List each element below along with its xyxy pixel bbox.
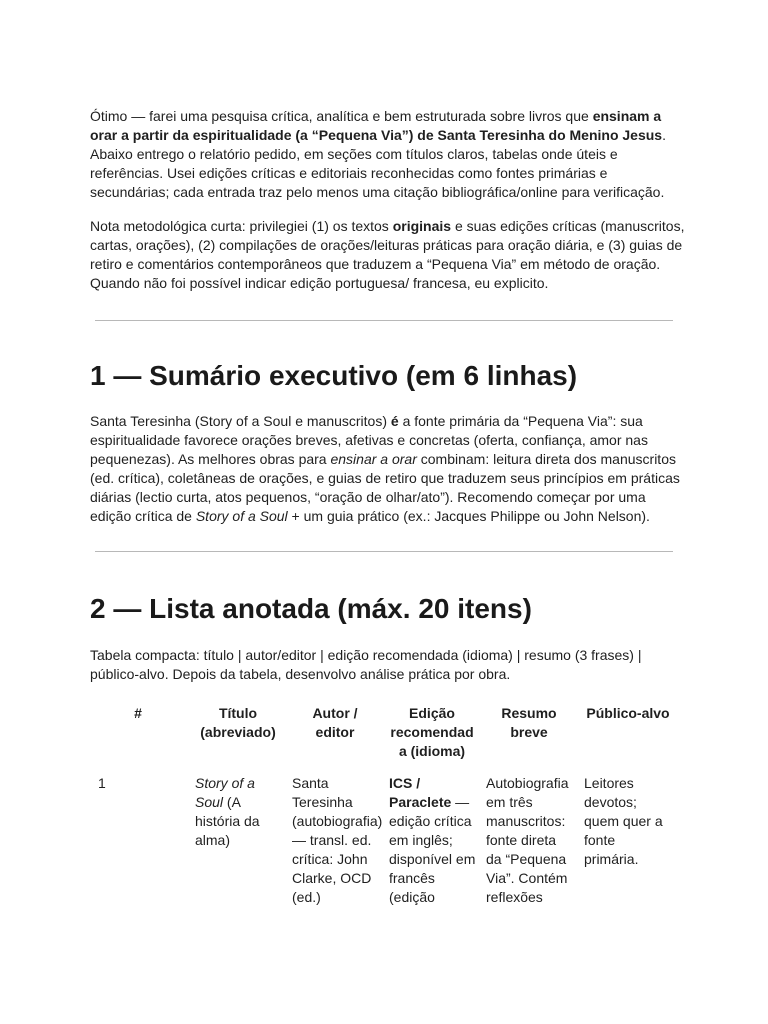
intro-paragraph: Ótimo — farei uma pesquisa crítica, analítica e bem estruturada sobre livros que ensinam a orar a partir da espiritualidade (a “Pequena Via”) de Santa Teresinha do Menino Jesus. Abaixo entrego o relatório pedido, em seções com títulos claros, tabelas onde úteis e referências. Usei edições críticas e editoriais reconhecidas como fontes primárias e secundárias; cada entrada traz pelo menos uma citação bibliográfica/online para verificação. — [90, 108, 666, 200]
method-note-paragraph: Nota metodológica curta: privilegiei (1) os textos originais e suas edições críticas (manuscritos, cartas, orações), (2) compilações de orações/leituras práticas para oração diária, e (3) guias de retiro e comentários contemporâneos que traduzem a “Pequena Via” em método de oração. Quando não foi possível indicar edição portuguesa/ francesa, eu explicito. — [90, 218, 685, 291]
row-1-summary: Autobiografia em três manuscritos: fonte direta da “Pequena Via”. Contém reflexões — [486, 775, 569, 905]
summary-paragraph: Santa Teresinha (Story of a Soul e manuscritos) é a fonte primária da “Pequena Via”: sua espiritualidade favorece orações breves, afetivas e concretas (oferta, confiança, amor nas pequenezas). As melhores obras para ensinar a orar combinam: leitura direta dos manuscritos (ed. crítica), coletâneas de orações, e guias de retiro que traduzem seus princípios em práticas diárias (lectio curta, atos pequenos, “oração de olhar/ato”). Recomendo começar por uma edição crítica de Story of a Soul + um guia prático (ex.: Jacques Philippe ou John Nelson). — [90, 413, 680, 524]
row-1-edition: ICS / Paraclete — edição crítica em inglês; disponível em francês (edição — [389, 775, 476, 905]
header-author: Autor / editor — [312, 705, 358, 740]
header-number: # — [134, 705, 142, 721]
row-1-author: Santa Teresinha (autobiografia) — transl. ed. crítica: John Clarke, OCD (ed.) — [292, 775, 383, 905]
header-edition: Edição recomendad a (idioma) — [390, 705, 474, 759]
header-audience: Público-alvo — [586, 705, 670, 721]
header-title: Título (abreviado) — [200, 705, 276, 740]
divider — [95, 551, 673, 552]
row-1-title: Story of a Soul (A história da alma) — [195, 775, 260, 848]
section-1-heading: 1 — Sumário executivo (em 6 linhas) — [90, 360, 578, 391]
table-intro-paragraph: Tabela compacta: título | autor/editor | edição recomendada (idioma) | resumo (3 frases) | público-alvo. Depois da tabela, desenvolvo análise prática por obra. — [90, 647, 642, 682]
row-1-audience: Leitores devotos; quem quer a fonte primária. — [584, 775, 663, 867]
row-1-number: 1 — [98, 775, 106, 791]
section-2-heading: 2 — Lista anotada (máx. 20 itens) — [90, 593, 532, 624]
header-summary: Resumo breve — [501, 705, 557, 740]
divider — [95, 320, 673, 321]
